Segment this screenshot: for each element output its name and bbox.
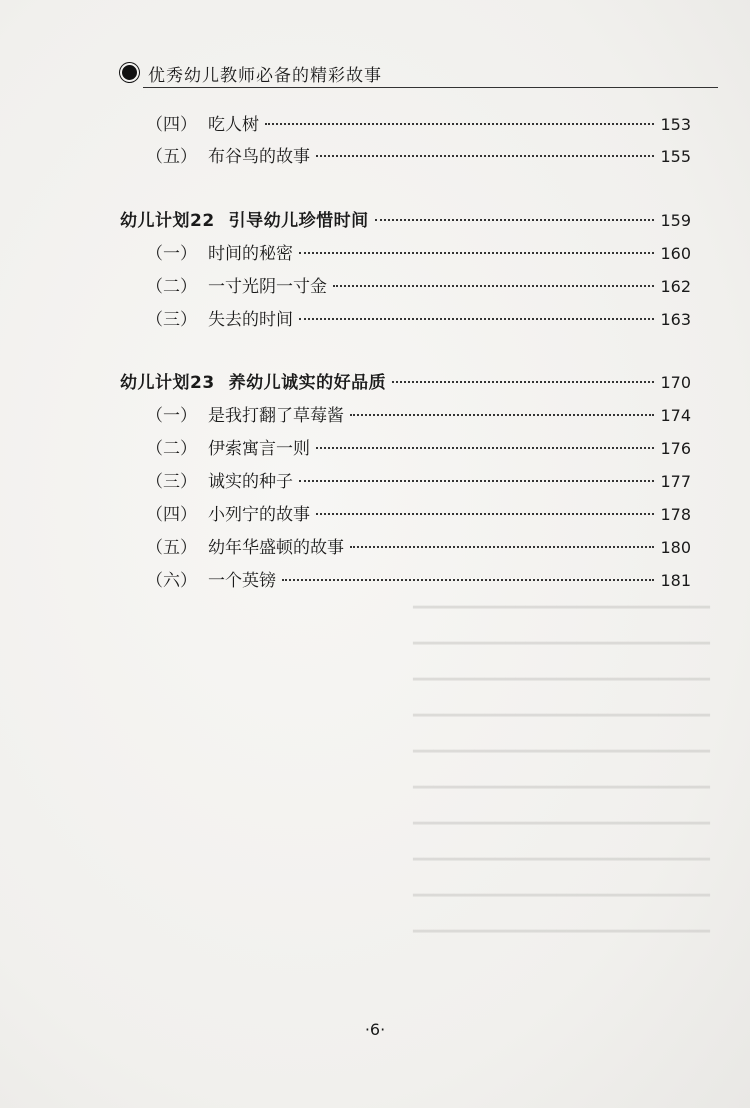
toc-entry[interactable] bbox=[146, 533, 691, 563]
dot-leader bbox=[333, 285, 654, 287]
toc-entry-title: 是我打翻了草莓酱 bbox=[208, 406, 344, 426]
toc-chapter-page: 159 bbox=[660, 211, 691, 230]
dot-leader bbox=[282, 579, 654, 581]
toc-entry-title: 布谷鸟的故事 bbox=[208, 147, 310, 167]
toc-chapter[interactable] bbox=[120, 206, 691, 236]
toc-entry-number: （二） bbox=[146, 439, 197, 459]
toc-entry[interactable] bbox=[146, 272, 691, 302]
dot-leader bbox=[316, 513, 654, 515]
toc-entry-number: （三） bbox=[146, 310, 197, 330]
toc-entry-number: （三） bbox=[146, 472, 197, 492]
toc-entry-page: 153 bbox=[660, 115, 691, 134]
toc-entry-page: 155 bbox=[660, 147, 691, 166]
toc-entry-title: 时间的秘密 bbox=[208, 244, 293, 264]
toc-entry-title: 一个英镑 bbox=[208, 571, 276, 591]
dot-leader bbox=[375, 219, 655, 221]
toc-entry-page: 176 bbox=[660, 439, 691, 458]
dot-leader bbox=[316, 155, 654, 157]
toc-entry[interactable] bbox=[146, 467, 691, 497]
toc-entry-number: （六） bbox=[146, 571, 197, 591]
toc-entry[interactable] bbox=[146, 110, 691, 140]
toc-entry-title: 伊索寓言一则 bbox=[208, 439, 310, 459]
toc-chapter-number: 幼儿计划23 bbox=[120, 373, 215, 393]
toc-entry-title: 小列宁的故事 bbox=[208, 505, 310, 525]
running-header bbox=[118, 60, 718, 90]
toc-entry[interactable] bbox=[146, 305, 691, 335]
dot-leader bbox=[316, 447, 654, 449]
dot-leader bbox=[299, 318, 654, 320]
toc-entry-number: （二） bbox=[146, 277, 197, 297]
running-header-title: 优秀幼儿教师必备的精彩故事 bbox=[148, 66, 382, 86]
toc-entry-number: （一） bbox=[146, 406, 197, 426]
toc-entry-page: 162 bbox=[660, 277, 691, 296]
toc-entry[interactable] bbox=[146, 500, 691, 530]
toc-chapter-number: 幼儿计划22 bbox=[120, 211, 215, 231]
toc-chapter-page: 170 bbox=[660, 373, 691, 392]
toc-entry-title: 诚实的种子 bbox=[208, 472, 293, 492]
toc-entry-title: 吃人树 bbox=[208, 115, 259, 135]
header-rule bbox=[143, 87, 718, 88]
toc-entry[interactable] bbox=[146, 239, 691, 269]
toc-entry-page: 163 bbox=[660, 310, 691, 329]
toc-entry[interactable] bbox=[146, 401, 691, 431]
toc-entry-title: 一寸光阴一寸金 bbox=[208, 277, 327, 297]
toc-entry-page: 181 bbox=[660, 571, 691, 590]
toc-chapter-title: 引导幼儿珍惜时间 bbox=[228, 211, 369, 231]
dot-leader bbox=[350, 414, 654, 416]
toc-entry-number: （四） bbox=[146, 505, 197, 525]
dot-leader bbox=[350, 546, 654, 548]
toc-entry-number: （五） bbox=[146, 538, 197, 558]
toc-entry-number: （四） bbox=[146, 115, 197, 135]
toc-entry-page: 174 bbox=[660, 406, 691, 425]
toc-entry-number: （五） bbox=[146, 147, 197, 167]
toc-entry-title: 幼年华盛顿的故事 bbox=[208, 538, 344, 558]
toc-chapter-title: 养幼儿诚实的好品质 bbox=[228, 373, 387, 393]
toc-entry[interactable] bbox=[146, 434, 691, 464]
dot-leader bbox=[299, 480, 654, 482]
toc-entry[interactable] bbox=[146, 142, 691, 172]
toc-entry[interactable] bbox=[146, 566, 691, 596]
page-number: ·6· bbox=[364, 1020, 386, 1039]
bullet-dot-icon bbox=[122, 65, 137, 80]
toc-chapter[interactable] bbox=[120, 368, 691, 398]
toc-entry-page: 160 bbox=[660, 244, 691, 263]
dot-leader bbox=[299, 252, 654, 254]
toc-entry-page: 177 bbox=[660, 472, 691, 491]
toc-entry-number: （一） bbox=[146, 244, 197, 264]
toc-entry-page: 178 bbox=[660, 505, 691, 524]
toc-entry-title: 失去的时间 bbox=[208, 310, 293, 330]
toc-entry-page: 180 bbox=[660, 538, 691, 557]
dot-leader bbox=[392, 381, 654, 383]
bleed-through-text: ━━━━━━━━━━━━━━━━━━━━━━━━━━━━━ ━━━━━━━━━━━━━━━━━━━━━━━━━━━━━ ━━━━━━━━━━━━━━━━━━━━━━━━━━━━━ ━━━━━━━━━━━━━━━━━━━━━━━━━━━━━ ━━━━━━━━━━━━━━━━━━━━━━━━━━━━━ ━━━━━━━━━━━━━━━━━━━━━━━━━━━━━ ━━━━━━━━━━━━━━━━━━━━━━━━━━━━━ ━━━━━━━━━━━━━━━━━━━━━━━━━━━━━ ━━━━━━━━━━━━━━━━━━━━━━━━━━━━━ ━━━━━━━━━━━━━━━━━━━━━━━━━━━━━ bbox=[413, 598, 710, 942]
dot-leader bbox=[265, 123, 654, 125]
